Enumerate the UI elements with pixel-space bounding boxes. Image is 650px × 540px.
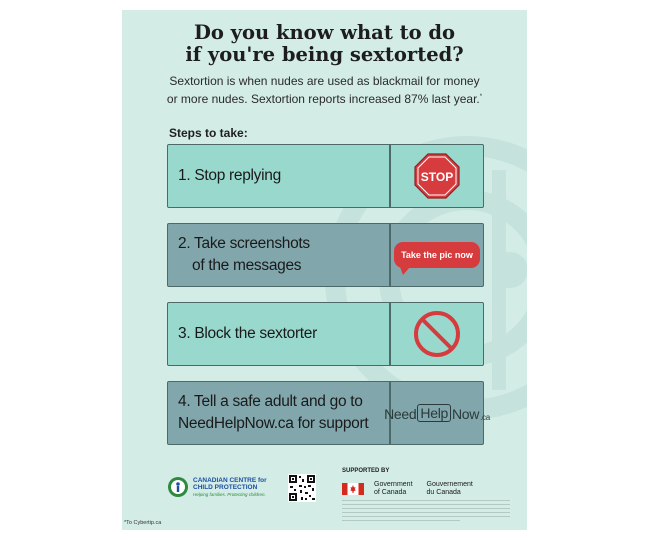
step-3-icon-area (391, 303, 483, 365)
c3p-tagline: Helping families. Protecting children. (193, 491, 266, 497)
steps-heading: Steps to take: (169, 126, 248, 140)
c3p-logo (167, 476, 267, 498)
step-1-line-1: 1. Stop replying (178, 167, 281, 184)
gov-en-line-1: Government (374, 481, 413, 488)
footnote: *To Cybertip.ca (124, 520, 162, 526)
fine-print-lines (342, 500, 510, 524)
step-1-text (178, 145, 388, 207)
c3p-org-line-1: CANADIAN CENTRE for (193, 476, 267, 484)
subtitle-line-2 (122, 89, 527, 107)
c3p-emblem-icon (167, 476, 189, 498)
step-2-line-2: of the messages (192, 257, 302, 274)
step-2-line-1: 2. Take screenshots (178, 235, 310, 252)
c3p-logo-text (193, 477, 267, 498)
needhelpnow-logo-icon (384, 404, 490, 422)
prohibited-icon (412, 309, 462, 359)
speech-bubble-icon: Take the pic now (394, 242, 480, 268)
step-4-line-2: NeedHelpNow.ca for support (178, 415, 369, 432)
gov-fr-line-1: Gouvernement (426, 481, 473, 488)
step-3-line-1: 3. Block the sextorter (178, 325, 317, 342)
step-3-card (167, 302, 484, 366)
gov-name-en (374, 481, 413, 497)
step-4-card (167, 381, 490, 445)
title-line-1: Do you know what to do (193, 21, 456, 44)
step-4-line-1: 4. Tell a safe adult and go to (178, 393, 363, 410)
subtitle-line-2-text: or more nudes. Sextortion reports increased 87% last year. (166, 92, 480, 106)
subtitle-line-1: Sextortion is when nudes are used as blackmail for money (169, 74, 480, 88)
supported-by-label: SUPPORTED BY (342, 468, 390, 474)
c3p-org-line-2: CHILD PROTECTION (193, 484, 258, 491)
nhn-ca: .ca (480, 413, 490, 422)
poster-title (122, 22, 527, 66)
c3p-org-name (193, 477, 267, 492)
step-3-text (178, 303, 388, 365)
gov-fr-line-2: du Canada (426, 489, 461, 496)
canada-flag-icon (342, 483, 364, 495)
step-4-text (178, 382, 388, 444)
nhn-help: Help (417, 404, 451, 422)
gov-en-line-2: of Canada (374, 489, 407, 496)
nhn-need: Need (384, 406, 417, 422)
title-line-2: if you're being sextorted? (185, 43, 464, 66)
footnote-marker: * (479, 94, 483, 100)
gov-canada-wordmark (342, 481, 487, 497)
step-2-card (167, 223, 484, 287)
step-1-card (167, 144, 484, 208)
stop-sign-text: STOP (420, 170, 454, 184)
gov-names (374, 481, 487, 497)
qr-code-icon (288, 474, 316, 502)
step-1-icon-area (391, 145, 483, 207)
poster-subtitle (122, 73, 527, 107)
stop-sign-icon (413, 152, 461, 200)
step-2-icon-area (391, 224, 483, 286)
nhn-now: Now (452, 406, 480, 422)
poster (122, 10, 527, 530)
step-2-text (178, 224, 388, 286)
gov-name-fr (427, 481, 473, 497)
step-4-icon-area (384, 382, 490, 444)
